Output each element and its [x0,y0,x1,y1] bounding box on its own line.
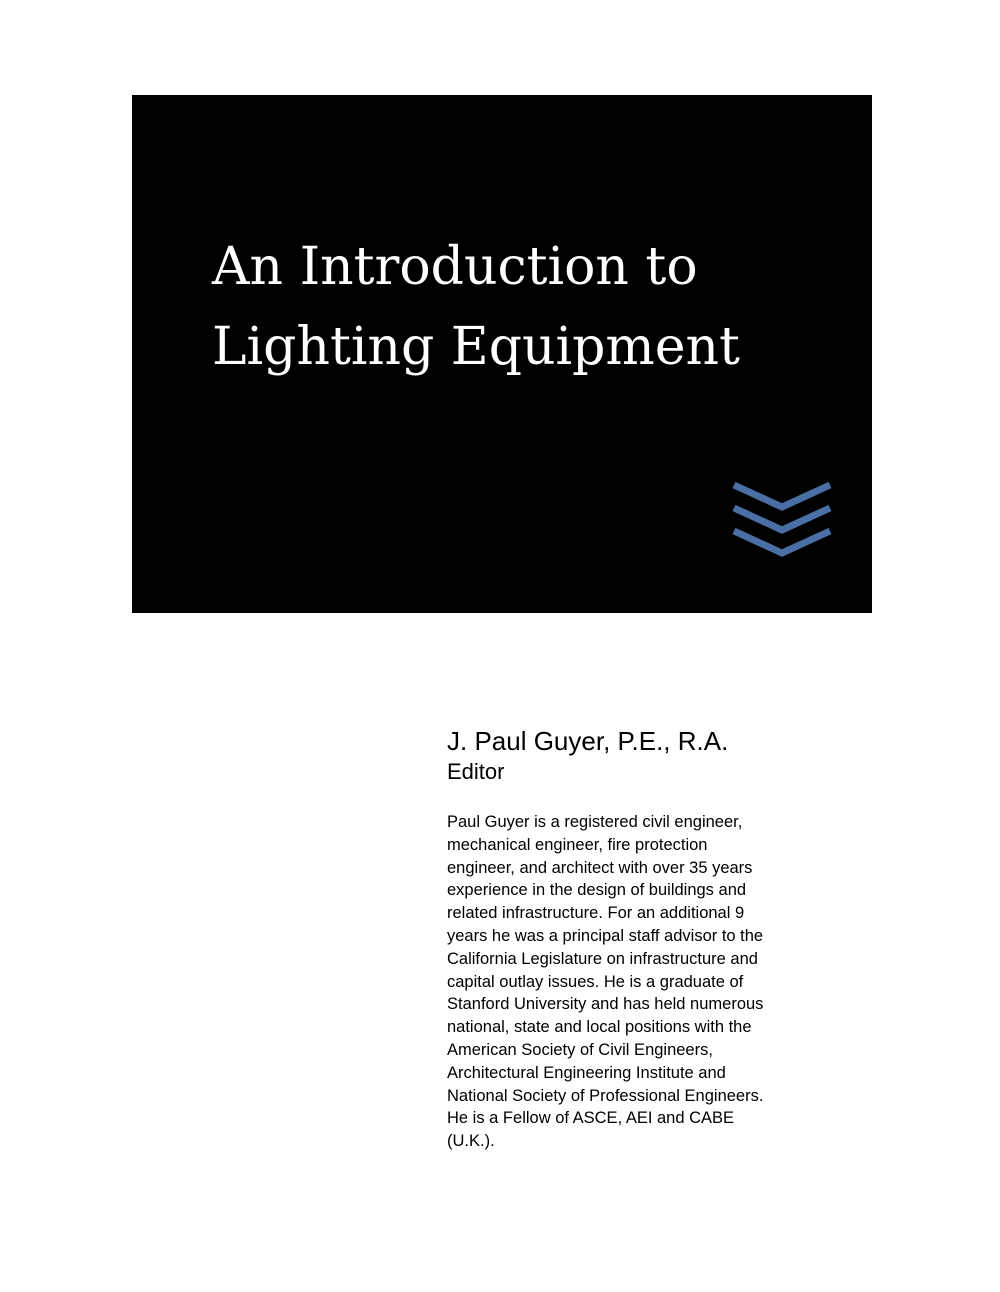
author-bio [447,811,847,1153]
cover-title-block [132,95,872,613]
author-name: J. Paul Guyer, P.E., R.A. [447,726,729,756]
bio-line: national, state and local positions with the [447,1018,752,1037]
book-title-line-1: An Introduction to [212,237,698,297]
bio-line: He is a Fellow of ASCE, AEI and CABE [447,1109,735,1128]
bio-line: Architectural Engineering Institute and [447,1063,726,1082]
book-title-line-2: Lighting Equipment [212,317,740,377]
book-title [212,227,740,387]
bio-line: experience in the design of buildings and [447,881,747,900]
bio-line: engineer, and architect with over 35 years [447,858,753,877]
bio-line: years he was a principal staff advisor to the [447,926,764,945]
bio-line: National Society of Professional Engineers. [447,1086,764,1105]
bio-line: Paul Guyer is a registered civil engineer, [447,813,743,831]
bio-line: capital outlay issues. He is a graduate of [447,972,744,991]
bio-line: California Legislature on infrastructure and [447,949,758,968]
author-role: Editor [447,759,505,784]
bio-line: mechanical engineer, fire protection [447,835,708,854]
bio-line: Stanford University and has held numerous [447,995,764,1014]
triple-chevron-down-icon [732,480,832,565]
bio-line: American Society of Civil Engineers, [447,1040,713,1059]
bio-line: (U.K.). [447,1132,495,1151]
bio-line: related infrastructure. For an additional 9 [447,904,745,923]
